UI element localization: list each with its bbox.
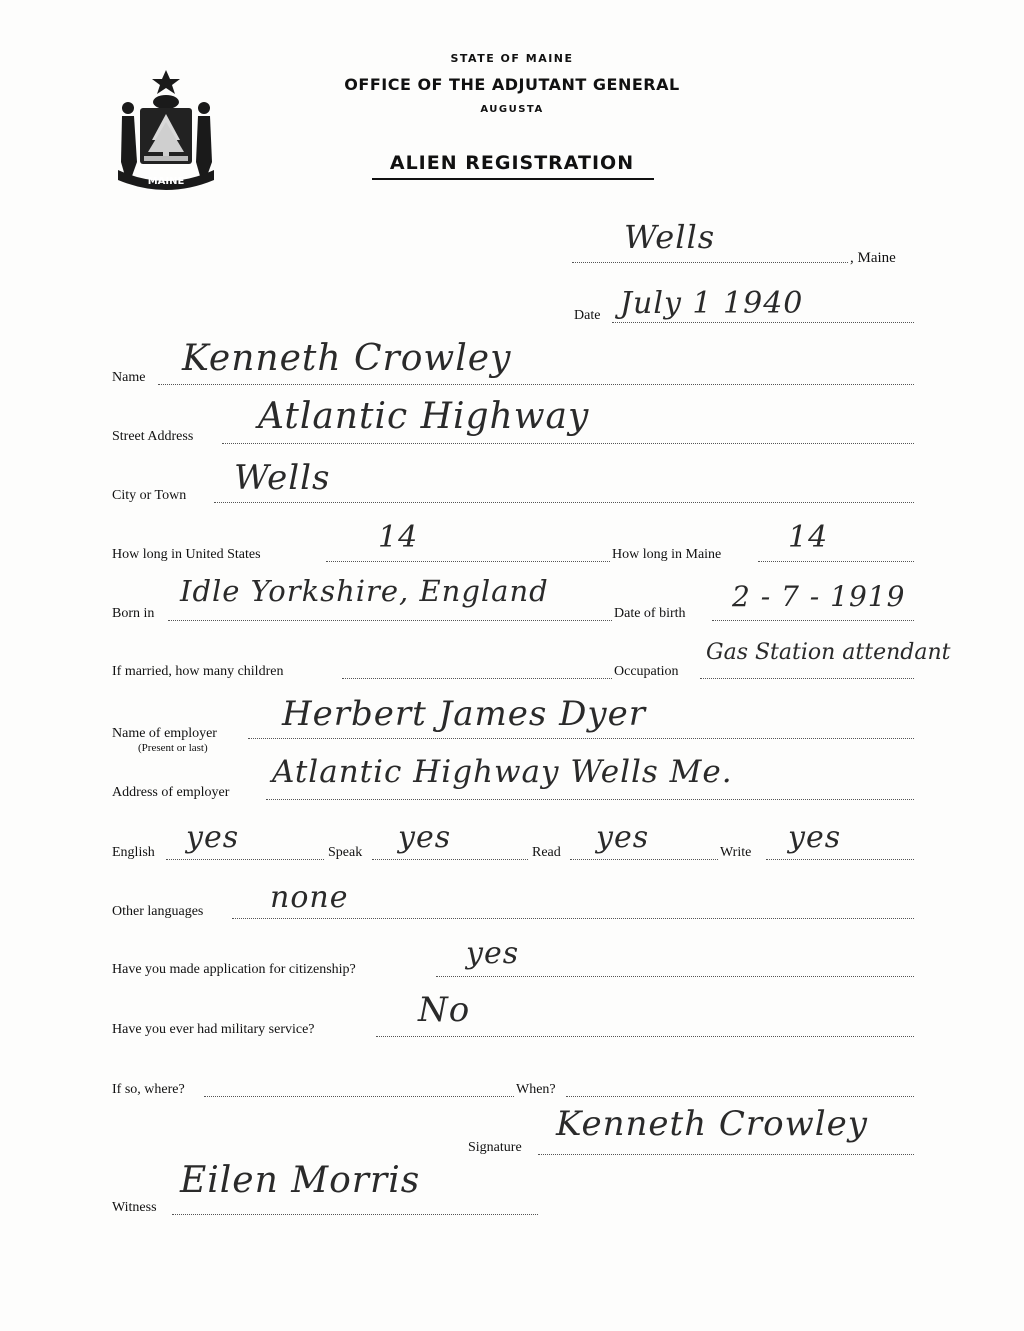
title-underline [372,178,654,180]
city-dotted-line [214,502,914,503]
street-label: Street Address [112,429,194,444]
years-maine-dotted-line [758,561,914,562]
occupation-label: Occupation [614,664,679,679]
born-in-label: Born in [112,606,155,621]
read-dotted-line [570,859,718,860]
street-value: Atlantic Highway [258,396,590,437]
years-us-dotted-line [326,561,610,562]
employer-address-value: Atlantic Highway Wells Me. [272,754,733,790]
write-dotted-line [766,859,914,860]
when-label: When? [516,1082,556,1097]
speak-label: Speak [328,845,363,860]
town-value: Wells [624,218,716,256]
citizenship-label: Have you made application for citizenship? [112,962,356,977]
signature-dotted-line [538,1154,914,1155]
military-label: Have you ever had military service? [112,1022,315,1037]
read-value: yes [596,820,650,855]
where-label: If so, where? [112,1082,185,1097]
employer-address-label: Address of employer [112,785,230,800]
witness-dotted-line [172,1214,538,1215]
header-state: STATE OF MAINE [450,52,574,65]
dob-dotted-line [712,620,914,621]
signature-label: Signature [468,1140,522,1155]
name-dotted-line [158,384,914,385]
occupation-value: Gas Station attendant [706,640,951,665]
page-title: ALIEN REGISTRATION [389,152,635,174]
other-languages-value: none [270,880,349,915]
born-in-dotted-line [168,620,612,621]
town-suffix: , Maine [850,250,896,266]
header-city: AUGUSTA [480,104,544,115]
read-label: Read [532,845,561,860]
born-in-value: Idle Yorkshire, England [180,574,549,608]
employer-label: Name of employer [112,726,217,741]
employer-sublabel: (Present or last) [138,742,208,754]
children-dotted-line [342,678,612,679]
citizenship-dotted-line [436,976,914,977]
name-value: Kenneth Crowley [182,338,512,379]
employer-dotted-line [248,738,914,739]
city-label: City or Town [112,488,187,503]
english-label: English [112,845,155,860]
seal-text: MAINE [147,176,185,187]
date-label: Date [574,308,601,323]
date-value: July 1 1940 [620,286,804,321]
witness-value: Eilen Morris [180,1160,421,1201]
write-value: yes [788,820,842,855]
dob-label: Date of birth [614,606,686,621]
occupation-dotted-line [700,678,914,679]
signature-value: Kenneth Crowley [556,1104,868,1144]
other-languages-dotted-line [232,918,914,919]
children-label: If married, how many children [112,664,284,679]
military-dotted-line [376,1036,914,1037]
citizenship-value: yes [466,936,520,971]
city-value: Wells [234,458,331,498]
employer-value: Herbert James Dyer [282,694,646,734]
dob-value: 2 - 7 - 1919 [732,580,906,613]
employer-address-dotted-line [266,799,914,800]
header-office: OFFICE OF THE ADJUTANT GENERAL [344,75,680,94]
years-maine-value: 14 [788,520,829,555]
speak-dotted-line [372,859,528,860]
english-dotted-line [166,859,324,860]
date-dotted-line [612,322,914,323]
where-dotted-line [204,1096,514,1097]
street-dotted-line [222,443,914,444]
name-label: Name [112,370,146,385]
english-value: yes [186,820,240,855]
years-maine-label: How long in Maine [612,547,722,562]
military-value: No [418,990,471,1030]
years-us-value: 14 [378,520,419,555]
years-us-label: How long in United States [112,547,261,562]
witness-label: Witness [112,1200,157,1215]
speak-value: yes [398,820,452,855]
other-languages-label: Other languages [112,904,204,919]
when-dotted-line [566,1096,914,1097]
write-label: Write [720,845,752,860]
town-dotted-line [572,262,848,263]
